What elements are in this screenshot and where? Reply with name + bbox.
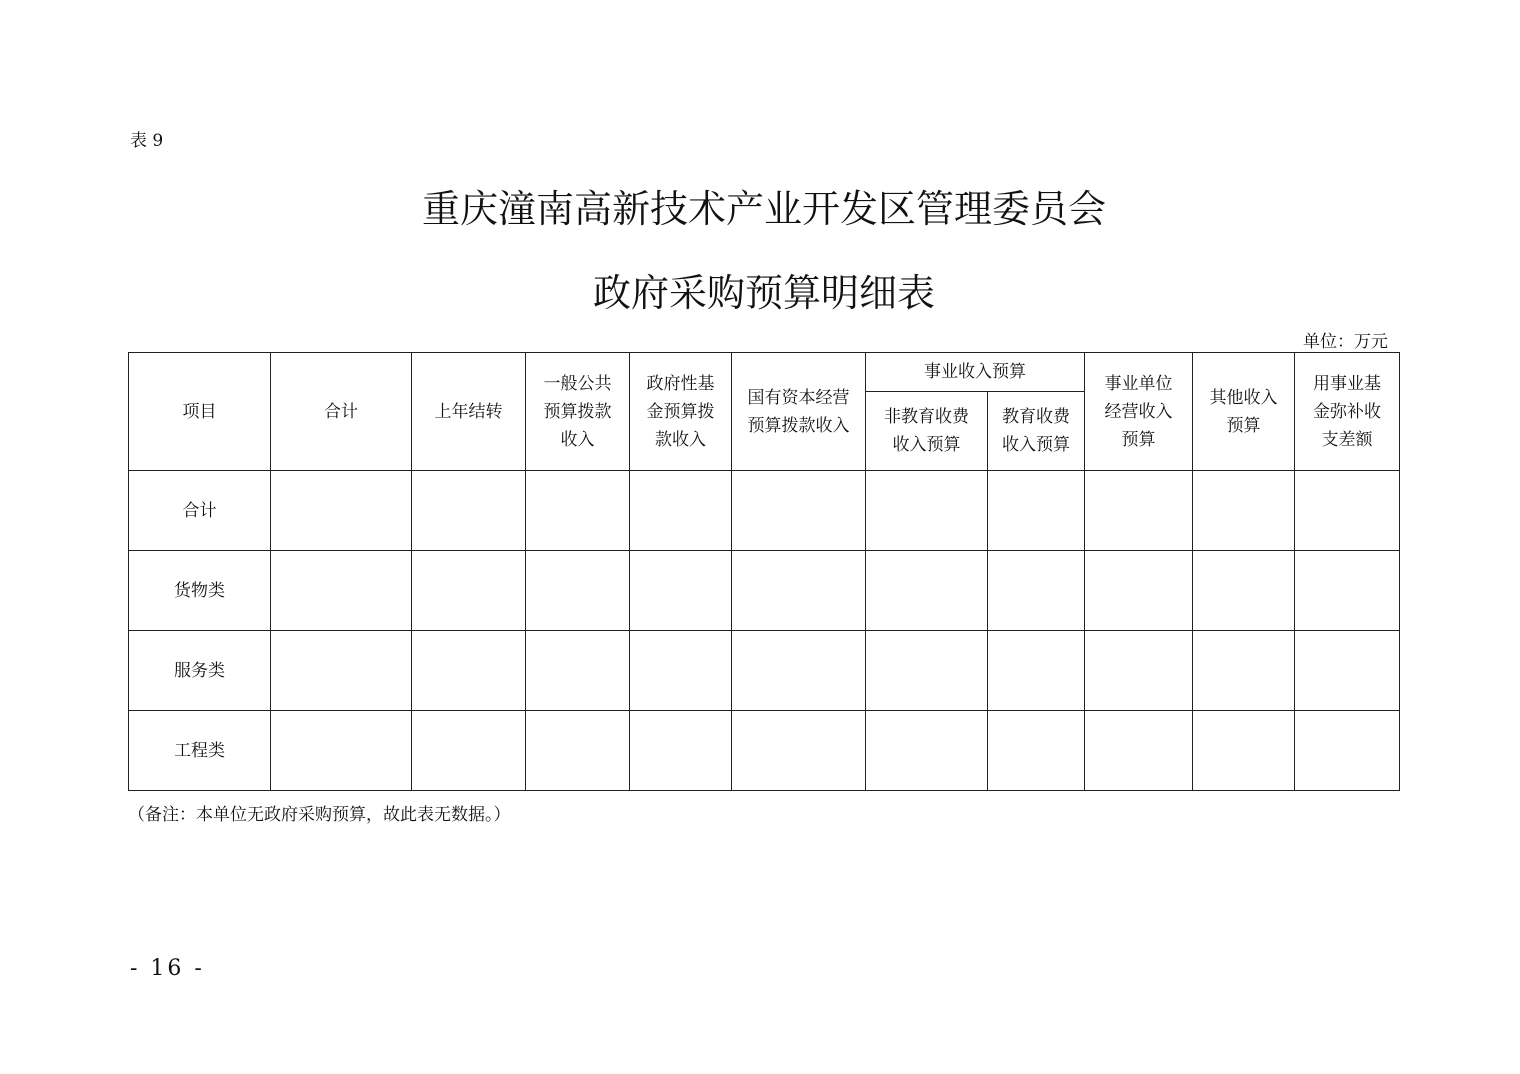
unit-label: 单位：万元 [1303, 332, 1388, 352]
table-header-row [129, 353, 1400, 392]
table-cell [732, 631, 866, 711]
table-cell [988, 471, 1085, 551]
table-number-label: 表 9 [130, 131, 164, 151]
row-label: 工程类 [129, 711, 271, 791]
table-row [129, 711, 1400, 791]
procurement-budget-table [128, 352, 1400, 791]
table-cell [866, 471, 988, 551]
table-cell [866, 631, 988, 711]
table-cell [271, 551, 412, 631]
header-non-education-fee: 非教育收费 收入预算 [866, 392, 988, 471]
header-business-income-budget: 事业收入预算 [866, 353, 1085, 392]
table-cell [1193, 471, 1295, 551]
table-cell [988, 551, 1085, 631]
header-project: 项目 [129, 353, 271, 471]
row-label: 合计 [129, 471, 271, 551]
header-total: 合计 [271, 353, 412, 471]
header-education-fee: 教育收费 收入预算 [988, 392, 1085, 471]
table-cell [732, 471, 866, 551]
table-cell [526, 471, 630, 551]
table-cell [1295, 631, 1400, 711]
table-cell [1193, 711, 1295, 791]
table-cell [1085, 471, 1193, 551]
table-cell [1295, 551, 1400, 631]
table-cell [630, 631, 732, 711]
table-cell [526, 631, 630, 711]
header-general-public-budget: 一般公共 预算拨款 收入 [526, 353, 630, 471]
table-cell [732, 551, 866, 631]
header-last-year-carryover: 上年结转 [412, 353, 526, 471]
table-cell [412, 631, 526, 711]
table-cell [271, 711, 412, 791]
table-cell [988, 711, 1085, 791]
table-cell [1085, 711, 1193, 791]
header-gov-fund-budget: 政府性基 金预算拨 款收入 [630, 353, 732, 471]
table-cell [630, 551, 732, 631]
table-cell [526, 551, 630, 631]
header-state-capital-budget: 国有资本经营 预算拨款收入 [732, 353, 866, 471]
table-cell [1295, 471, 1400, 551]
table-cell [1085, 631, 1193, 711]
table-row [129, 551, 1400, 631]
header-other-income: 其他收入 预算 [1193, 353, 1295, 471]
table-cell [1085, 551, 1193, 631]
table-cell [271, 631, 412, 711]
table-cell [412, 551, 526, 631]
table-cell [988, 631, 1085, 711]
table-cell [271, 471, 412, 551]
header-fund-supplement: 用事业基 金弥补收 支差额 [1295, 353, 1400, 471]
table-cell [630, 711, 732, 791]
table-cell [866, 551, 988, 631]
table-row [129, 471, 1400, 551]
document-title-line1: 重庆潼南高新技术产业开发区管理委员会 [421, 187, 1106, 231]
table-cell [1295, 711, 1400, 791]
row-label: 货物类 [129, 551, 271, 631]
table-cell [526, 711, 630, 791]
table-cell [732, 711, 866, 791]
document-title-line2: 政府采购预算明细表 [592, 271, 935, 315]
table-note: （备注：本单位无政府采购预算，故此表无数据。） [128, 805, 511, 825]
table-cell [412, 471, 526, 551]
table-cell [1193, 551, 1295, 631]
table-cell [866, 711, 988, 791]
table-cell [412, 711, 526, 791]
page-number: - 16 - [130, 956, 205, 981]
header-unit-operating-income: 事业单位 经营收入 预算 [1085, 353, 1193, 471]
row-label: 服务类 [129, 631, 271, 711]
table-cell [1193, 631, 1295, 711]
table-cell [630, 471, 732, 551]
table-row [129, 631, 1400, 711]
